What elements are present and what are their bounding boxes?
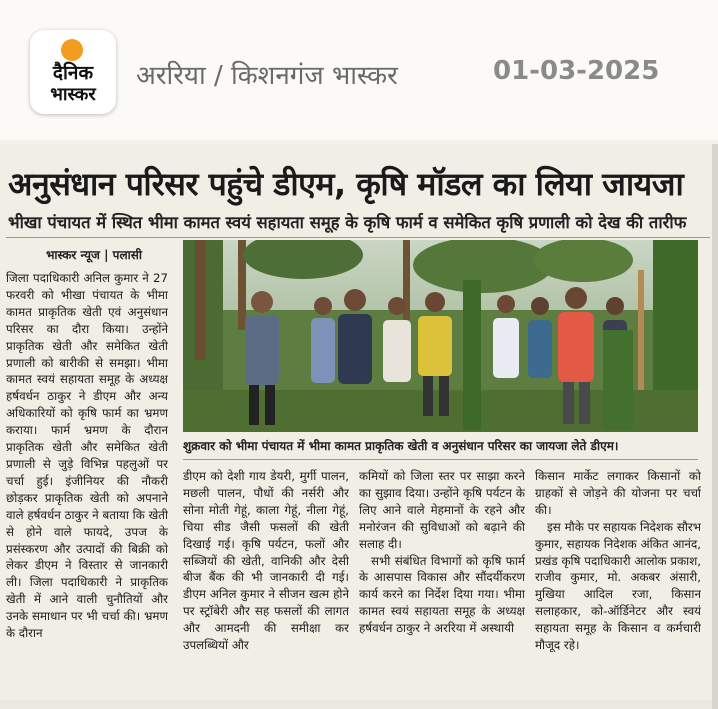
article-photo <box>183 240 698 432</box>
sun-icon <box>61 39 83 61</box>
logo-text-line2: भास्कर <box>50 84 96 105</box>
dainik-bhaskar-logo[interactable] <box>30 30 116 114</box>
column-3-text-a: कमियों को जिला स्तर पर साझा करने का सुझाव दिया। उन्होंने कृषि पर्यटन के लिए आने वाले मेहमानों के रहने और मनोरंजन की सुविधाओं को बढ़ाने की सलाह दी। <box>359 469 525 551</box>
article-column-2 <box>183 468 349 685</box>
photo-caption: शुक्रवार को भीमा पंचायत में भीमा कामत प्राकृतिक खेती व अनुसंधान परिसर का जायजा लेते डीएम। <box>183 439 619 453</box>
article-byline: भास्कर न्यूज | पलासी <box>46 248 142 262</box>
article-subhead: भीखा पंचायत में स्थित भीमा कामत स्वयं सहायता समूह के कृषि फार्म व समेकित कृषि प्रणाली को देख की तारीफ <box>8 213 687 232</box>
article-column-3 <box>359 468 525 685</box>
column-3-text-b: सभी संबंधित विभागों को कृषि फार्म के आसपास विकास और सौंदर्यीकरण कार्य करने का निर्देश दिया गया। भीमा कामत स्वयं सहायता समूह के अध्यक्ष हर्षवर्धन ठाकुर ने अररिया में अस्थायी <box>359 553 525 636</box>
divider <box>183 459 698 460</box>
column-4-text-a: किसान मार्केट लगाकर किसानों को ग्राहकों से जोड़ने की योजना पर चर्चा की। <box>535 469 701 517</box>
column-4-text-b: इस मौके पर सहायक निदेशक सौरभ कुमार, सहायक निदेशक अंकित आनंद, प्रखंड कृषि पदाधिकारी आलोक प्रकाश, राजीव कुमार, मो. अकबर अंसारी, मुखिया आदिल रजा, किसान सलाहकार, को-ऑर्डिनेटर और स्वयं सहायता समूह के किसान व कर्मचारी मौजूद रहे। <box>535 519 701 653</box>
article-column-4 <box>535 468 701 685</box>
farm-visit-photo <box>183 240 698 432</box>
edition-date: 01-03-2025 <box>493 56 660 86</box>
article-column-1 <box>6 270 168 685</box>
article-headline: अनुसंधान परिसर पहुंचे डीएम, कृषि मॉडल का लिया जायजा <box>8 165 684 203</box>
logo-text-line1: दैनिक <box>52 62 94 84</box>
column-2-text: डीएम को देशी गाय डेयरी, मुर्गी पालन, मछली पालन, पौधों की नर्सरी और सोना मोती गेहूं, काला गेहूं, नीला गेहूं, चिया सीड जैसी फसलों की खेती दिखाई गई। कृषि पर्यटन, फलों और सब्जियों की खेती, वानिकी और देसी बीज बैंक की भी जानकारी दी गई। डीएम अनिल कुमार ने सीजन खत्म होने पर स्ट्रॉबेरी और सह फसलों की लागत और आमदनी की समीक्षा कर उपलब्धियों और <box>183 469 349 653</box>
epaper-header <box>0 0 718 140</box>
adjacent-column-edge <box>712 144 718 709</box>
column-1-text: जिला पदाधिकारी अनिल कुमार ने 27 फरवरी को भीखा पंचायत के भीमा कामत प्राकृतिक खेती एवं अनुसंधान परिसर का दौरा किया। उन्होंने प्राकृतिक खेती और समेकित खेती प्रणाली को बारीकी से समझा। भीमा कामत स्वयं सहायता समूह के अध्यक्ष हर्षवर्धन ठाकुर ने डीएम और अन्य अधिकारियों को कृषि फार्म का भ्रमण कराया। फार्म भ्रमण के दौरान प्राकृतिक खेती और समेकित खेती प्रणाली से जुड़े विभिन्न पहलुओं पर चर्चा हुई। इंजीनियर की नौकरी छोड़कर प्राकृतिक खेती को अपनाने वाले हर्षवर्धन ठाकुर ने बताया कि खेती से होने वाले फायदे, उपज के प्रसंस्करण और उत्पादों की बिक्री को लेकर डीएम ने विस्तार से जानकारी ली। जिला पदाधिकारी ने प्राकृतिक खेती में आने वाली चुनौतियों और उनके समाधान पर भी चर्चा की। भ्रमण के दौरान <box>6 271 168 641</box>
divider <box>6 237 710 238</box>
page-bottom-edge <box>0 700 712 709</box>
edition-title: अररिया / किशनगंज भास्कर <box>136 61 398 91</box>
